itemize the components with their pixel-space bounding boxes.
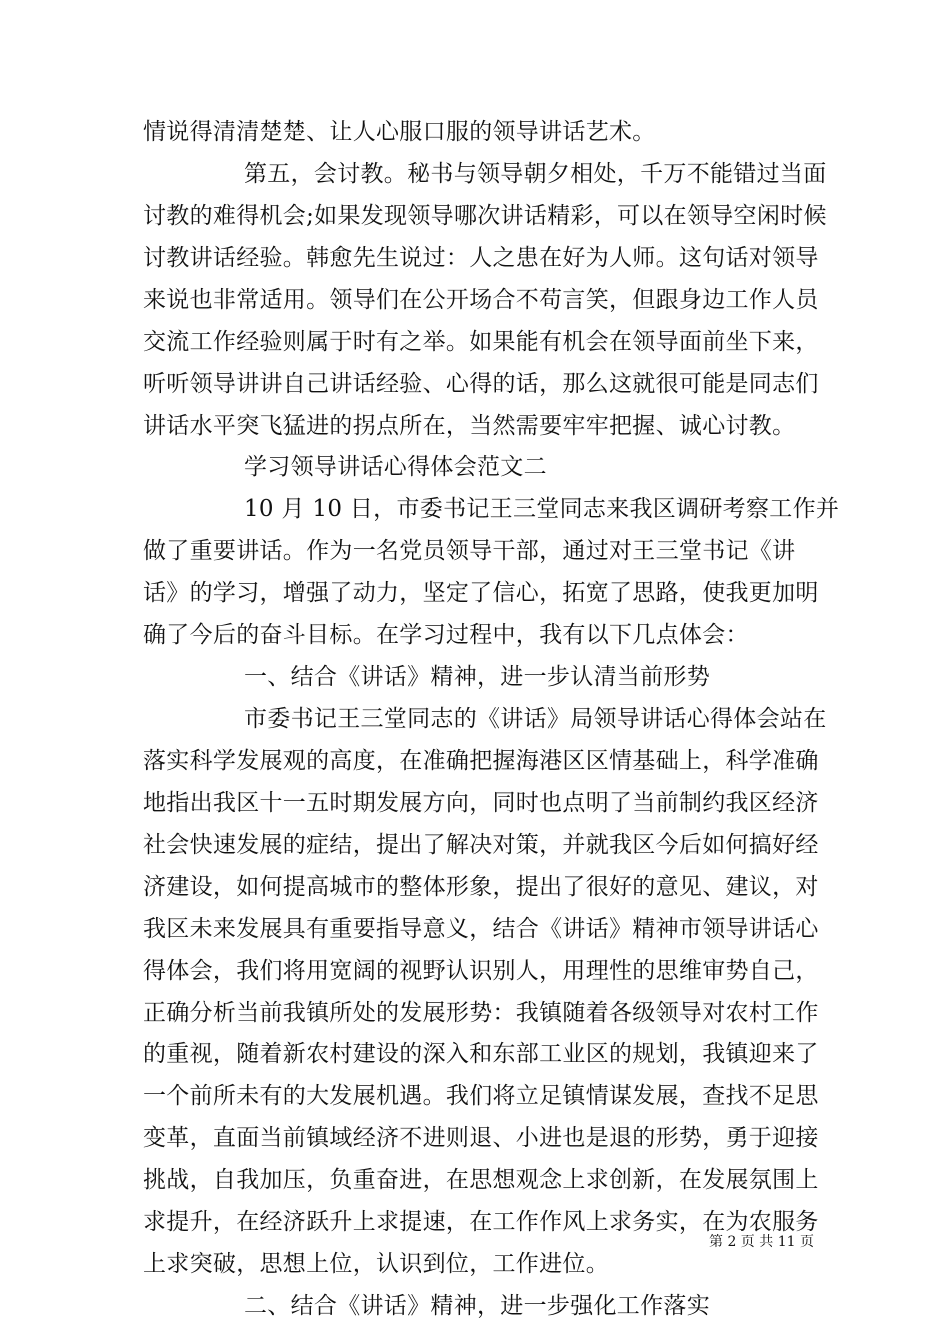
text-line-10: 10 月 10 日，市委书记王三堂同志来我区调研考察工作并 bbox=[244, 496, 840, 522]
section-heading-2: 学习领导讲话心得体会范文二 bbox=[244, 454, 547, 480]
text-line-5: 来说也非常适用。领导们在公开场合不苟言笑，但跟身边工作人员 bbox=[143, 287, 819, 313]
text-line-6: 交流工作经验则属于时有之举。如果能有机会在领导面前坐下来， bbox=[143, 329, 819, 355]
text-line-28: 上求突破，思想上位，认识到位，工作进位。 bbox=[143, 1251, 609, 1277]
text-line-26: 挑战，自我加压，负重奋进，在思想观念上求创新，在发展氛围上 bbox=[143, 1167, 819, 1193]
text-line-24: 一个前所未有的大发展机遇。我们将立足镇情谋发展，查找不足思 bbox=[143, 1083, 819, 1109]
text-line-19: 济建设，如何提高城市的整体形象，提出了很好的意见、建议，对 bbox=[143, 874, 819, 900]
text-line-4: 讨教讲话经验。韩愈先生说过：人之患在好为人师。这句话对领导 bbox=[143, 245, 819, 271]
text-line-12: 话》的学习，增强了动力，坚定了信心，拓宽了思路，使我更加明 bbox=[143, 580, 819, 606]
text-line-23: 的重视，随着新农村建设的深入和东部工业区的规划，我镇迎来了 bbox=[143, 1041, 819, 1067]
text-line-2: 第五，会讨教。秘书与领导朝夕相处，千万不能错过当面 bbox=[244, 161, 827, 187]
text-line-18: 社会快速发展的症结，提出了解决对策，并就我区今后如何搞好经 bbox=[143, 832, 819, 858]
text-line-8: 讲话水平突飞猛进的拐点所在，当然需要牢牢把握、诚心讨教。 bbox=[143, 413, 796, 439]
text-line-20: 我区未来发展具有重要指导意义，结合《讲话》精神市领导讲话心 bbox=[143, 916, 819, 942]
text-line-21: 得体会，我们将用宽阔的视野认识别人，用理性的思维审势自己， bbox=[143, 958, 819, 984]
page-number-footer: 第 2 页 共 11 页 bbox=[709, 1234, 814, 1250]
text-line-17: 地指出我区十一五时期发展方向，同时也点明了当前制约我区经济 bbox=[143, 790, 819, 816]
text-line-22: 正确分析当前我镇所处的发展形势：我镇随着各级领导对农村工作 bbox=[143, 1000, 819, 1026]
subheading-2: 二、结合《讲话》精神，进一步强化工作落实 bbox=[244, 1293, 710, 1319]
text-line-16: 落实科学发展观的高度，在准确把握海港区区情基础上，科学准确 bbox=[143, 748, 819, 774]
text-line-7: 听听领导讲讲自己讲话经验、心得的话，那么这就很可能是同志们 bbox=[143, 371, 819, 397]
text-line-13: 确了今后的奋斗目标。在学习过程中，我有以下几点体会： bbox=[143, 622, 749, 648]
subheading-1: 一、结合《讲话》精神，进一步认清当前形势 bbox=[244, 664, 710, 690]
text-line-3: 讨教的难得机会;如果发现领导哪次讲话精彩，可以在领导空闲时候 bbox=[143, 203, 827, 229]
text-line-1: 情说得清清楚楚、让人心服口服的领导讲话艺术。 bbox=[143, 119, 656, 145]
text-line-25: 变革，直面当前镇域经济不进则退、小进也是退的形势，勇于迎接 bbox=[143, 1125, 819, 1151]
text-line-11: 做了重要讲话。作为一名党员领导干部，通过对王三堂书记《讲 bbox=[143, 538, 796, 564]
text-line-15: 市委书记王三堂同志的《讲话》局领导讲话心得体会站在 bbox=[244, 706, 827, 732]
text-line-27: 求提升，在经济跃升上求提速，在工作作风上求务实，在为农服务 bbox=[143, 1209, 819, 1235]
